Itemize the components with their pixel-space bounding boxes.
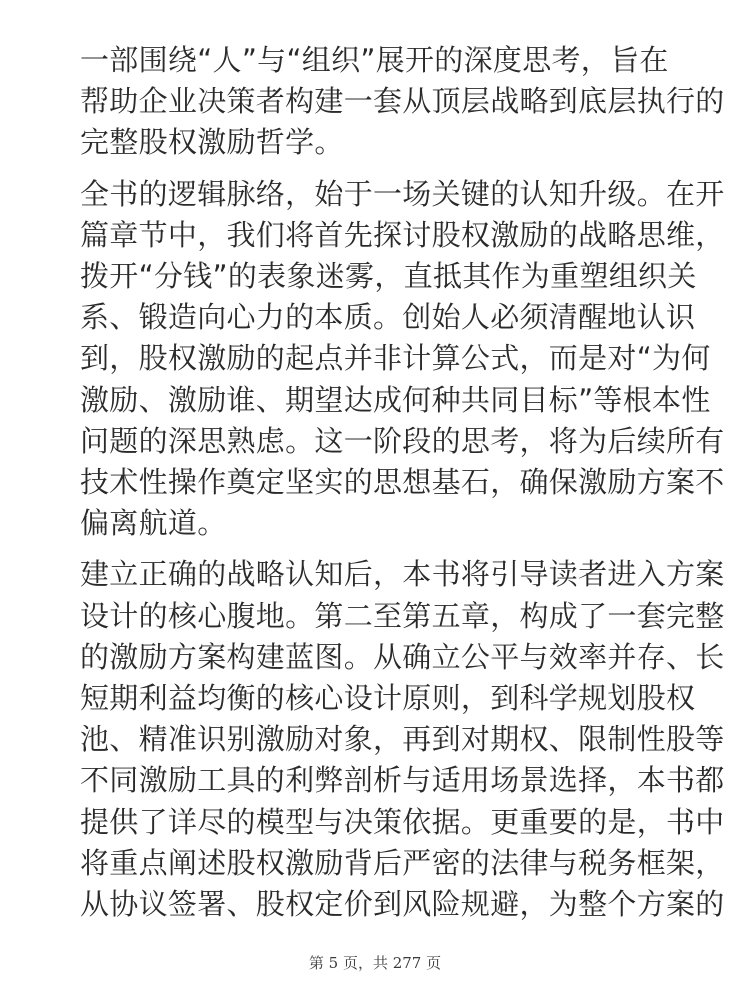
text-line: 篇章节中，我们将首先探讨股权激励的战略思维， <box>80 217 725 252</box>
text-line: 从协议签署、股权定价到风险规避，为整个方案的 <box>80 887 725 922</box>
text-line: 的激励方案构建蓝图。从确立公平与效率并存、长 <box>80 639 725 674</box>
text-line: 帮助企业决策者构建一套从顶层战略到底层执行的 <box>80 84 725 119</box>
text-line: 激励、激励谁、期望达成何种共同目标”等根本性 <box>80 382 711 417</box>
text-line: 到，股权激励的起点并非计算公式，而是对“为何 <box>80 341 711 376</box>
text-line: 一部围绕“人”与“组织”展开的深度思考，旨在 <box>80 43 669 77</box>
text-line: 池、精准识别激励对象，再到对期权、限制性股等 <box>80 722 725 757</box>
paragraph-1 <box>80 40 725 164</box>
paragraph-3 <box>80 554 725 925</box>
text-line: 拨开“分钱”的表象迷雾，直抵其作为重塑组织关 <box>80 259 697 294</box>
text-line: 系、锻造向心力的本质。创始人必须清醒地认识 <box>80 300 696 335</box>
text-line: 提供了详尽的模型与决策依据。更重要的是，书中 <box>80 804 725 839</box>
page-number-label: 第 5 页，共 277 页 <box>308 954 442 972</box>
page-number-footer <box>0 952 750 973</box>
text-line: 建立正确的战略认知后，本书将引导读者进入方案 <box>80 557 725 592</box>
document-body <box>80 40 725 935</box>
paragraph-2 <box>80 174 725 545</box>
text-line: 全书的逻辑脉络，始于一场关键的认知升级。在开 <box>80 176 725 211</box>
text-line: 技术性操作奠定坚实的思想基石，确保激励方案不 <box>80 465 725 500</box>
text-line: 偏离航道。 <box>80 506 227 541</box>
text-line: 不同激励工具的利弊剖析与适用场景选择，本书都 <box>80 763 725 798</box>
text-line: 将重点阐述股权激励背后严密的法律与税务框架， <box>80 845 725 880</box>
text-line: 完整股权激励哲学。 <box>80 125 344 160</box>
text-line: 问题的深思熟虑。这一阶段的思考，将为后续所有 <box>80 423 725 458</box>
text-line: 设计的核心腹地。第二至第五章，构成了一套完整 <box>80 598 725 633</box>
text-line: 短期利益均衡的核心设计原则，到科学规划股权 <box>80 681 696 716</box>
